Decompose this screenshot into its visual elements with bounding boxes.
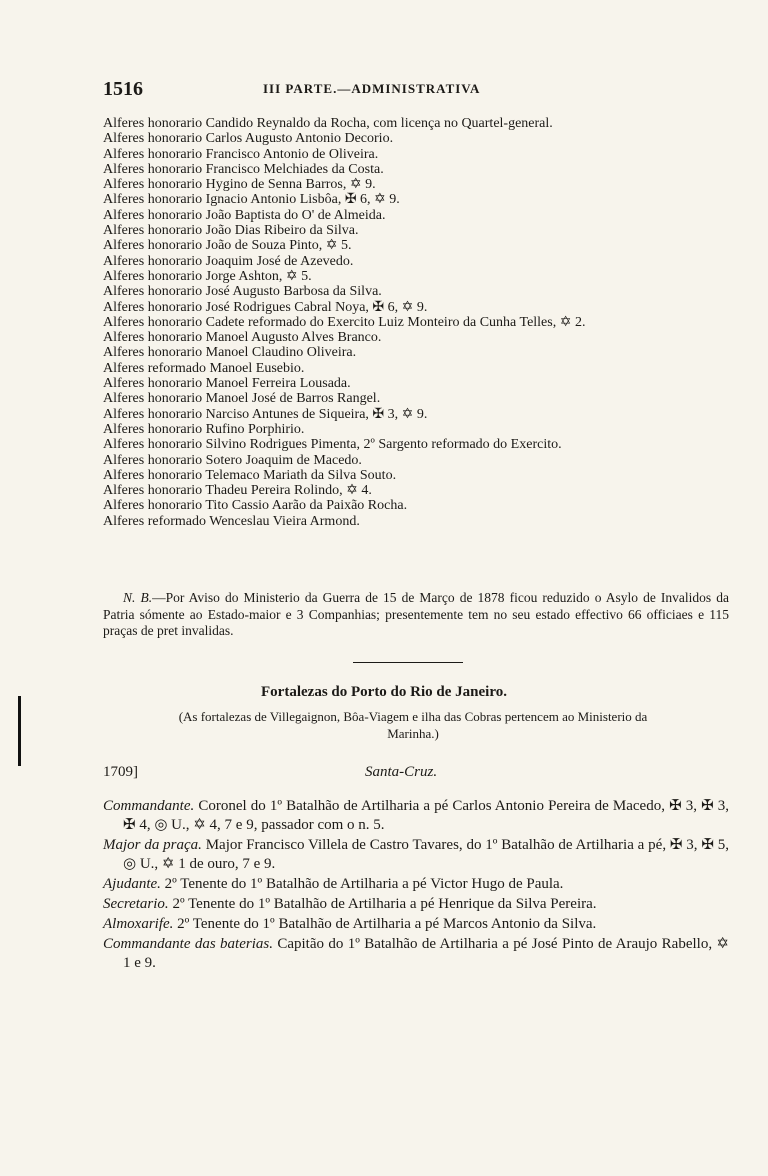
staff-role: Secretario. — [103, 896, 169, 912]
list-item: Alferes honorario Jorge Ashton, ✡ 5. — [103, 268, 312, 284]
page-header — [103, 78, 723, 102]
list-item: Alferes honorario João Baptista do O' de Almeida. — [103, 207, 386, 223]
running-head: III PARTE.—ADMINISTRATIVA — [263, 81, 481, 96]
list-item: Alferes honorario Manoel Augusto Alves Branco. — [103, 330, 382, 346]
list-item: Alferes honorario Candido Reynaldo da Rocha, com licença no Quartel-general. — [103, 116, 553, 131]
list-item: Alferes honorario José Rodrigues Cabral Noya, ✠ 6, ✡ 9. — [103, 299, 428, 315]
list-item: Alferes honorario Silvino Rodrigues Pimenta, 2º Sargento reformado do Exercito. — [103, 437, 562, 453]
list-item: Alferes honorario Rufino Porphirio. — [103, 421, 305, 437]
staff-role: Ajudante. — [103, 876, 161, 892]
list-item: Alferes honorario Thadeu Pereira Rolindo, ✡ 4. — [103, 483, 372, 499]
staff-role: Major da praça. — [103, 837, 202, 853]
list-item: Alferes reformado Wenceslau Vieira Armond. — [103, 513, 360, 529]
staff-text: 2º Tenente do 1º Batalhão de Artilharia a pé Marcos Antonio da Silva. — [173, 916, 597, 932]
list-item: Alferes honorario Narciso Antunes de Siqueira, ✠ 3, ✡ 9. — [103, 406, 428, 422]
nota-bene — [103, 590, 729, 640]
staff-role: Commandante das baterias. — [103, 936, 273, 952]
staff-list — [103, 797, 729, 974]
staff-text: 2º Tenente do 1º Batalhão de Artilharia a pé Henrique da Silva Pereira. — [168, 896, 597, 912]
list-item: Alferes honorario Cadete reformado do Exercito Luiz Monteiro da Cunha Telles, ✡ 2. — [103, 314, 586, 330]
list-item: Alferes honorario Sotero Joaquim de Macedo. — [103, 452, 362, 468]
fort-year: 1709] — [103, 764, 138, 780]
fort-heading — [103, 764, 729, 784]
staff-entry — [103, 895, 729, 914]
section-divider — [353, 662, 463, 663]
page-number: 1516 — [103, 78, 143, 100]
staff-entry — [103, 797, 729, 835]
staff-entry — [103, 875, 729, 894]
nota-bene-paragraph — [103, 590, 729, 640]
list-item: Alferes honorario Telemaco Mariath da Silva Souto. — [103, 467, 397, 483]
staff-text: 2º Tenente do 1º Batalhão de Artilharia a pé Victor Hugo de Paula. — [160, 876, 564, 892]
staff-role: Commandante. — [103, 798, 195, 814]
list-item: Alferes honorario Carlos Augusto Antonio Decorio. — [103, 131, 394, 147]
section-note: (As fortalezas de Villegaignon, Bôa-Viagem e ilha das Cobras pertencem ao Ministerio da Marinha.) — [178, 709, 648, 741]
list-item: Alferes honorario Hygino de Senna Barros, ✡ 9. — [103, 177, 376, 193]
staff-entry — [103, 935, 729, 973]
section-title: Fortalezas do Porto do Rio de Janeiro. — [261, 684, 507, 700]
staff-text: Coronel do 1º Batalhão de Artilharia a pé Carlos Antonio Pereira de Macedo, ✠ 3, ✠ 3, ✠ 4, ◎ U., ✡ 4, 7 e 9, passador com o n. 5. — [123, 798, 729, 833]
staff-entry — [103, 915, 729, 934]
margin-mark — [18, 696, 21, 766]
nota-bene-text: —Por Aviso do Ministerio da Guerra de 15 de Março de 1878 ficou reduzido o Asylo de Invalidos da Patria sómente ao Estado-maior e 3 Companhias; presentemente tem no seu estado effectivo 66 officiaes e 115 praças de pret invalidas. — [103, 590, 729, 638]
staff-entry — [103, 836, 729, 874]
list-item: Alferes honorario Francisco Melchiades da Costa. — [103, 161, 384, 177]
list-item: Alferes reformado Manoel Eusebio. — [103, 360, 305, 376]
staff-text: Capitão do 1º Batalhão de Artilharia a pé José Pinto de Araujo Rabello, ✡ 1 e 9. — [123, 936, 729, 971]
staff-text: Major Francisco Villela de Castro Tavares, do 1º Batalhão de Artilharia a pé, ✠ 3, ✠ 5, ◎ U., ✡ 1 de ouro, 7 e 9. — [123, 837, 729, 872]
list-item: Alferes honorario João Dias Ribeiro da Silva. — [103, 223, 359, 239]
alferes-list — [103, 116, 733, 529]
list-item: Alferes honorario Tito Cassio Aarão da Paixão Rocha. — [103, 498, 408, 514]
staff-role: Almoxarife. — [103, 916, 174, 932]
list-item: Alferes honorario Manoel Ferreira Lousada. — [103, 376, 351, 392]
list-item: Alferes honorario João de Souza Pinto, ✡ 5. — [103, 238, 352, 254]
list-item: Alferes honorario Joaquim José de Azevedo. — [103, 253, 354, 269]
fort-name: Santa-Cruz. — [365, 764, 438, 780]
list-item: Alferes honorario Ignacio Antonio Lisbôa, ✠ 6, ✡ 9. — [103, 192, 400, 208]
list-item: Alferes honorario José Augusto Barbosa da Silva. — [103, 284, 382, 300]
list-item: Alferes honorario Francisco Antonio de Oliveira. — [103, 146, 379, 162]
list-item: Alferes honorario Manoel Claudino Oliveira. — [103, 345, 357, 361]
list-item: Alferes honorario Manoel José de Barros Rangel. — [103, 391, 381, 407]
nota-bene-label: N. B. — [123, 590, 153, 605]
